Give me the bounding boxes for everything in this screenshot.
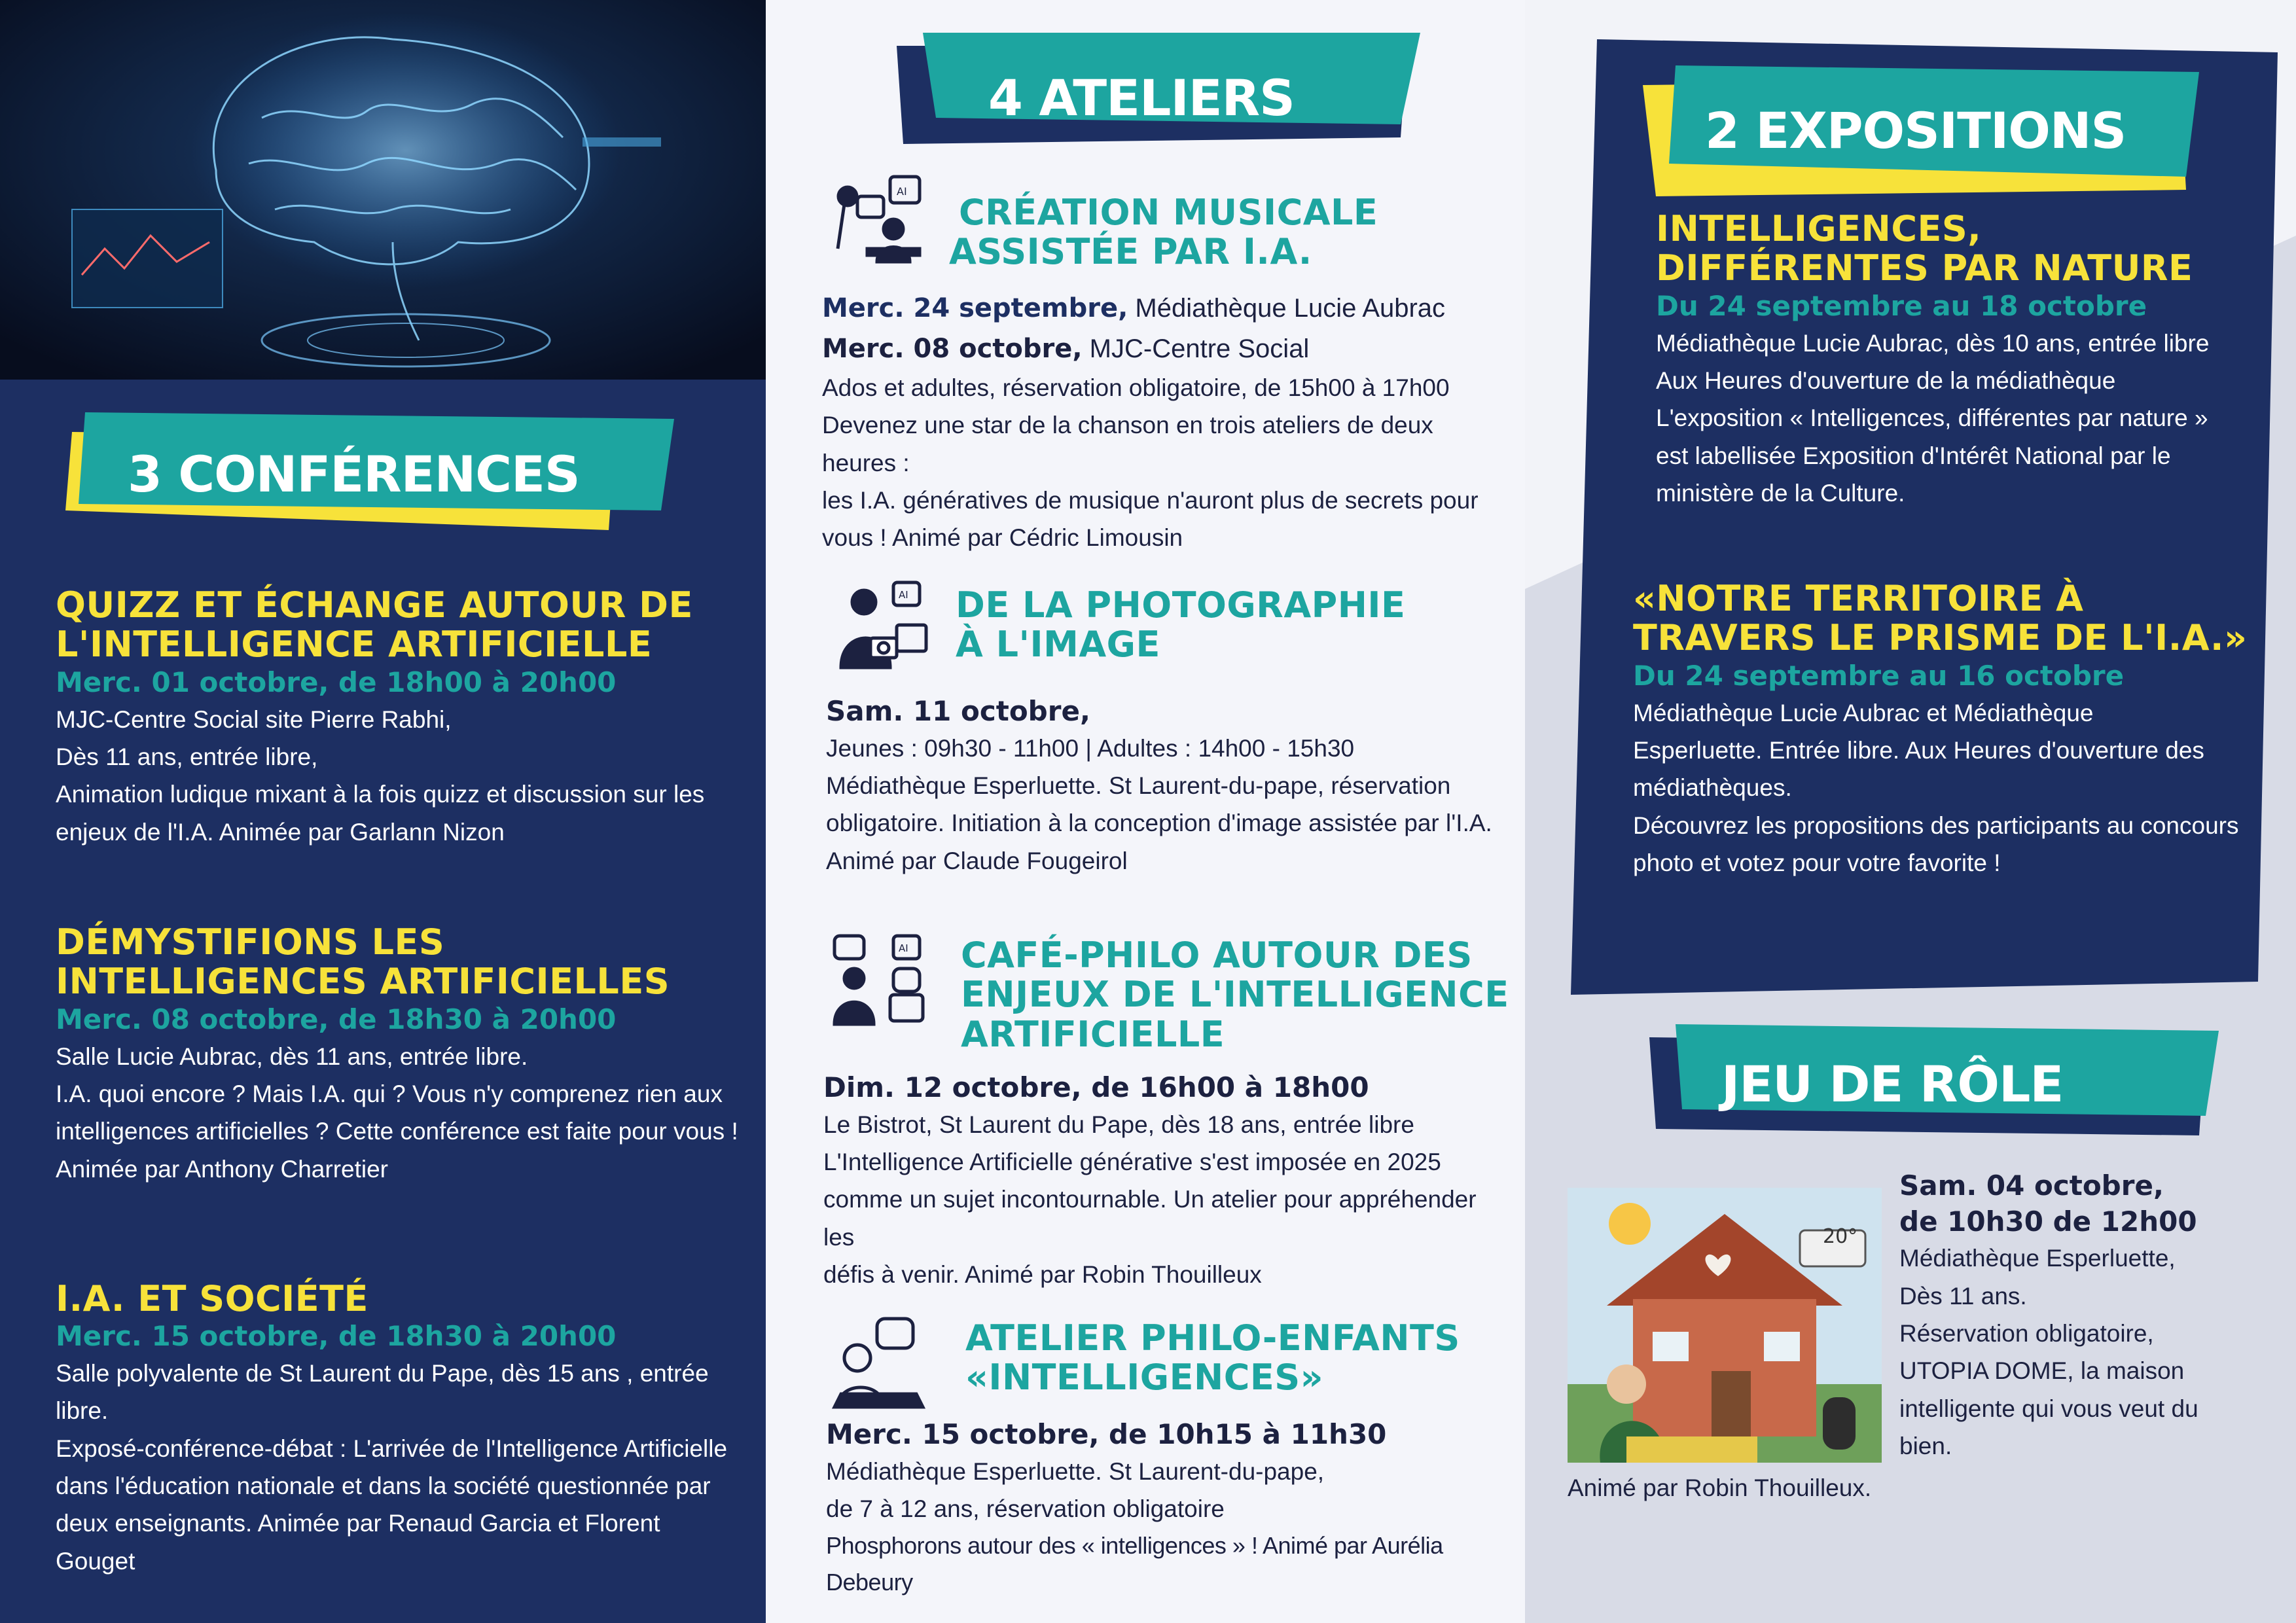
conference-date: Merc. 15 octobre, de 18h30 à 20h00: [56, 1320, 617, 1353]
atelier-venue: MJC-Centre Social: [1082, 334, 1310, 363]
atelier-text: Jeunes : 09h30 - 11h00 | Adultes : 14h00 - 15h30: [826, 734, 1355, 762]
exposition-text: médiathèques.: [1633, 774, 1792, 802]
atelier-title: «INTELLIGENCES»: [965, 1357, 1323, 1399]
jeu-heading: JEU DE RÔLE: [1721, 1055, 2064, 1113]
conferences-panel: [0, 0, 766, 1623]
atelier-details: [823, 1070, 1511, 1293]
jeu-text: Médiathèque Esperluette,: [1899, 1245, 2176, 1272]
exposition-text: Médiathèque Lucie Aubrac, dès 10 ans, entrée libre: [1656, 329, 2210, 357]
atelier-date: Merc. 24 septembre,: [822, 293, 1128, 323]
atelier-title: ASSISTÉE PAR I.A.: [949, 231, 1312, 273]
philo-robot-icon: [831, 929, 929, 1027]
thermostat-display: 20°: [1823, 1225, 1858, 1248]
exposition-title: «NOTRE TERRITOIRE À: [1633, 578, 2084, 619]
atelier-details: [822, 288, 1509, 557]
exposition-text: L'exposition « Intelligences, différentes par nature »: [1656, 404, 2208, 432]
conference-text: dans l'éducation nationale et dans la société questionnée par: [56, 1472, 711, 1500]
svg-text:AI: AI: [897, 185, 907, 198]
atelier-text: les I.A. génératives de musique n'auront plus de secrets pour: [822, 487, 1479, 514]
atelier-item: [949, 193, 1505, 272]
jeu-text: Dès 11 ans.: [1899, 1282, 2027, 1310]
conference-text: deux enseignants. Animée par Renaud Garcia et Florent Gouget: [56, 1510, 660, 1575]
exposition-text: Esperluette. Entrée libre. Aux Heures d'ouverture des: [1633, 736, 2204, 764]
exposition-text: ministère de la Culture.: [1656, 479, 1905, 507]
conference-text: MJC-Centre Social site Pierre Rabhi,: [56, 705, 452, 733]
conference-title: I.A. ET SOCIÉTÉ: [56, 1278, 368, 1319]
conference-item: [56, 923, 743, 1188]
jeu-text: UTOPIA DOME, la maison: [1899, 1357, 2185, 1385]
atelier-item: [965, 1319, 1522, 1398]
atelier-title: ENJEUX DE L'INTELLIGENCE: [961, 974, 1509, 1016]
conference-text: intelligences artificielles ? Cette conférence est faite pour vous !: [56, 1118, 738, 1145]
conference-text: Animation ludique mixant à la fois quizz et discussion sur les: [56, 781, 705, 808]
conference-date: Merc. 01 octobre, de 18h00 à 20h00: [56, 666, 617, 698]
atelier-item: [961, 936, 1517, 1054]
conference-date: Merc. 08 octobre, de 18h30 à 20h00: [56, 1003, 617, 1035]
conferences-heading: 3 CONFÉRENCES: [128, 445, 580, 503]
atelier-date: Merc. 15 octobre, de 10h15 à 11h30: [826, 1418, 1387, 1450]
conference-item: [56, 1279, 743, 1580]
ateliers-panel: [766, 0, 1525, 1623]
photo-ai-icon: [831, 576, 929, 674]
atelier-text: comme un sujet incontournable. Un atelier pour appréhender les: [823, 1186, 1477, 1251]
conference-text: Salle Lucie Aubrac, dès 11 ans, entrée libre.: [56, 1043, 528, 1070]
atelier-details: [826, 1417, 1526, 1601]
atelier-text: de 7 à 12 ans, réservation obligatoire: [826, 1495, 1225, 1522]
conference-item: [56, 586, 743, 851]
jeu-date: de 10h30 de 12h00: [1899, 1205, 2197, 1238]
atelier-title: CRÉATION MUSICALE: [959, 192, 1378, 233]
atelier-text: Médiathèque Esperluette. St Laurent-du-pape, réservation: [826, 772, 1451, 799]
conference-title: INTELLIGENCES ARTIFICIELLES: [56, 961, 670, 1003]
music-ai-icon: [831, 170, 929, 268]
exposition-text: photo et votez pour votre favorite !: [1633, 849, 2001, 876]
exposition-title: INTELLIGENCES,: [1656, 208, 1982, 249]
atelier-text: Ados et adultes, réservation obligatoire, de 15h00 à 17h00: [822, 374, 1450, 401]
exposition-date: Du 24 septembre au 18 octobre: [1656, 289, 2147, 322]
exposition-text: Aux Heures d'ouverture de la médiathèque: [1656, 366, 2116, 394]
atelier-date: Merc. 08 octobre,: [822, 334, 1083, 364]
conference-text: enjeux de l'I.A. Animée par Garlann Nizon: [56, 818, 505, 846]
jeu-details: [1899, 1168, 2286, 1465]
ateliers-heading: 4 ATELIERS: [988, 69, 1295, 127]
exposition-title: DIFFÉRENTES PAR NATURE: [1656, 247, 2193, 289]
atelier-title: DE LA PHOTOGRAPHIE: [956, 584, 1406, 626]
exposition-item: [1656, 209, 2278, 512]
expositions-heading: 2 EXPOSITIONS: [1705, 101, 2126, 160]
atelier-text: L'Intelligence Artificielle générative s'est imposée en 2025: [823, 1148, 1441, 1175]
atelier-text: Médiathèque Esperluette. St Laurent-du-pape,: [826, 1457, 1325, 1485]
conference-title: QUIZZ ET ÉCHANGE AUTOUR DE: [56, 584, 693, 626]
atelier-text: Devenez une star de la chanson en trois ateliers de deux heures :: [822, 412, 1433, 476]
jeu-text: bien.: [1899, 1432, 1952, 1459]
jeu-text: Réservation obligatoire,: [1899, 1319, 2154, 1347]
exposition-date: Du 24 septembre au 16 octobre: [1633, 659, 2125, 692]
exposition-title: TRAVERS LE PRISME DE L'I.A.»: [1633, 617, 2248, 659]
exposition-text: Découvrez les propositions des participants au concours: [1633, 812, 2239, 839]
atelier-text: défis à venir. Animé par Robin Thouilleux: [823, 1260, 1262, 1288]
atelier-title: ATELIER PHILO-ENFANTS: [965, 1317, 1460, 1359]
jeu-text: intelligente qui vous veut du: [1899, 1395, 2198, 1422]
brain-hologram-image: [0, 0, 766, 380]
atelier-item: [956, 586, 1512, 665]
atelier-date: Sam. 11 octobre,: [826, 695, 1090, 727]
svg-text:AI: AI: [899, 589, 908, 601]
atelier-text: Phosphorons autour des « intelligences » ! Animé par Aurélia Debeury: [826, 1532, 1443, 1596]
conference-title: DÉMYSTIFIONS LES: [56, 921, 445, 963]
atelier-venue: Médiathèque Lucie Aubrac: [1128, 294, 1446, 323]
exposition-item: [1633, 579, 2281, 882]
atelier-title: À L'IMAGE: [956, 624, 1160, 666]
conference-text: Dès 11 ans, entrée libre,: [56, 743, 318, 770]
atelier-title: ARTIFICIELLE: [961, 1013, 1225, 1055]
expositions-panel: [1525, 0, 2296, 1623]
conference-text: Animée par Anthony Charretier: [56, 1155, 388, 1183]
atelier-text: obligatoire. Initiation à la conception d'image assistée par l'I.A.: [826, 810, 1492, 837]
exposition-text: Médiathèque Lucie Aubrac et Médiathèque: [1633, 699, 2094, 726]
jeu-date: Sam. 04 octobre,: [1899, 1169, 2164, 1202]
conference-text: I.A. quoi encore ? Mais I.A. qui ? Vous n'y comprenez rien aux: [56, 1080, 723, 1107]
atelier-date: Dim. 12 octobre, de 16h00 à 18h00: [823, 1071, 1369, 1103]
atelier-details: [826, 694, 1513, 880]
child-thinking-icon: [831, 1315, 929, 1414]
svg-text:AI: AI: [899, 942, 908, 954]
jeu-caption: Animé par Robin Thouilleux.: [1568, 1474, 1872, 1501]
exposition-text: est labellisée Exposition d'Intérêt National par le: [1656, 442, 2171, 469]
conference-text: Salle polyvalente de St Laurent du Pape, dès 15 ans , entrée libre.: [56, 1360, 709, 1425]
atelier-title: CAFÉ-PHILO AUTOUR DES: [961, 935, 1473, 976]
atelier-text: vous ! Animé par Cédric Limousin: [822, 524, 1183, 552]
atelier-text: Le Bistrot, St Laurent du Pape, dès 18 ans, entrée libre: [823, 1111, 1414, 1138]
conference-title: L'INTELLIGENCE ARTIFICIELLE: [56, 624, 653, 666]
conference-text: Exposé-conférence-débat : L'arrivée de l'Intelligence Artificielle: [56, 1435, 728, 1462]
atelier-text: Animé par Claude Fougeirol: [826, 847, 1128, 874]
